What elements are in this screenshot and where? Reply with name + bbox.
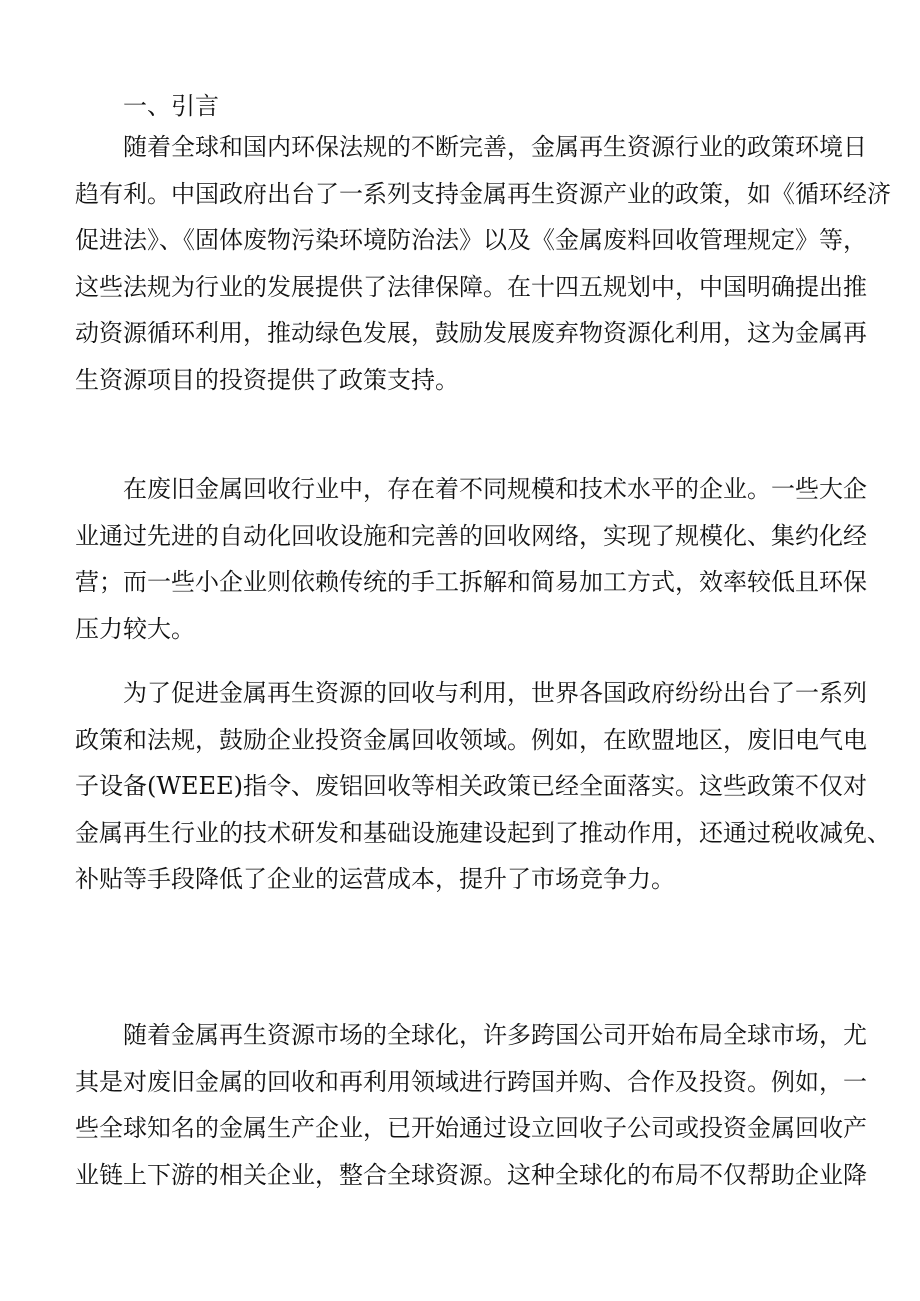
paragraph-line: 业通过先进的自动化回收设施和完善的回收网络，实现了规模化、集约化经 bbox=[75, 521, 867, 550]
paragraph-line: 随着金属再生资源市场的全球化，许多跨国公司开始布局全球市场，尤 bbox=[123, 1021, 867, 1049]
paragraph-line: 在废旧金属回收行业中，存在着不同规模和技术水平的企业。一些大企 bbox=[123, 475, 867, 503]
paragraph-industry-structure bbox=[75, 466, 867, 652]
paragraph-line: 业链上下游的相关企业，整合全球资源。这种全球化的布局不仅帮助企业降 bbox=[75, 1160, 867, 1189]
paragraph-line: 子设备(WEEE)指令、废铝回收等相关政策已经全面落实。这些政策不仅对 bbox=[75, 772, 867, 800]
section-heading: 一、引言 bbox=[123, 92, 219, 120]
paragraph-line: 动资源循环利用，推动绿色发展，鼓励发展废弃物资源化利用，这为金属再 bbox=[75, 319, 867, 347]
paragraph-globalization bbox=[75, 1012, 867, 1198]
paragraph-line: 政策和法规，鼓励企业投资金属回收领域。例如，在欧盟地区，废旧电气电 bbox=[75, 725, 867, 754]
paragraph-line: 补贴等手段降低了企业的运营成本，提升了市场竞争力。 bbox=[75, 865, 675, 893]
paragraph-line: 这些法规为行业的发展提供了法律保障。在十四五规划中，中国明确提出推 bbox=[75, 272, 867, 301]
paragraph-line: 些全球知名的金属生产企业，已开始通过设立回收子公司或投资金属回收产 bbox=[75, 1114, 867, 1142]
paragraph-line: 随着全球和国内环保法规的不断完善，金属再生资源行业的政策环境日 bbox=[123, 133, 867, 161]
paragraph-line: 营；而一些小企业则依赖传统的手工拆解和简易加工方式，效率较低且环保 bbox=[75, 568, 867, 596]
paragraph-global-policies bbox=[75, 670, 891, 903]
paragraph-line: 趋有利。中国政府出台了一系列支持金属再生资源产业的政策，如《循环经济 bbox=[75, 179, 891, 208]
paragraph-line: 其是对废旧金属的回收和再利用领域进行跨国并购、合作及投资。例如，一 bbox=[75, 1067, 867, 1096]
paragraph-policy-environment bbox=[75, 124, 891, 403]
paragraph-line: 促进法》、《固体废物污染环境防治法》以及《金属废料回收管理规定》等， bbox=[75, 226, 867, 254]
paragraph-line: 金属再生行业的技术研发和基础设施建设起到了推动作用，还通过税收减免、 bbox=[75, 818, 891, 847]
paragraph-line: 为了促进金属再生资源的回收与利用，世界各国政府纷纷出台了一系列 bbox=[123, 679, 867, 707]
paragraph-line: 生资源项目的投资提供了政策支持。 bbox=[75, 365, 459, 394]
paragraph-line: 压力较大。 bbox=[75, 614, 195, 643]
